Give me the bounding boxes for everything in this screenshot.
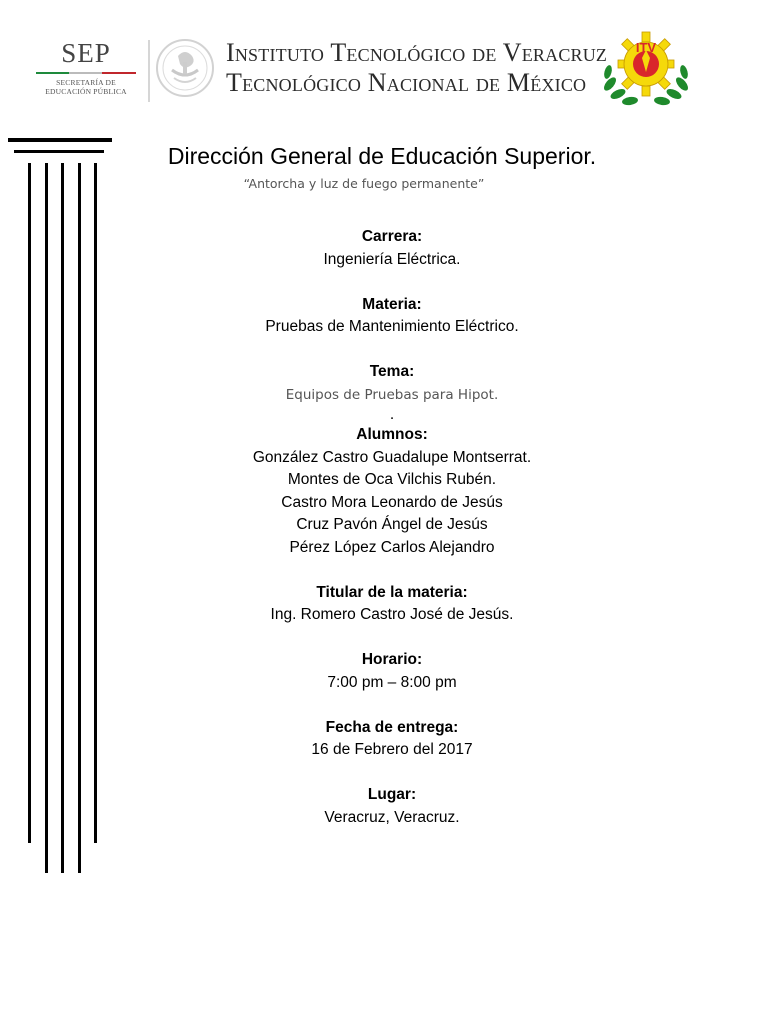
page-header [0,0,768,120]
alumnos-label: Alumnos: [356,426,428,443]
institute-name-line-2: Tecnológico Nacional de México [226,68,587,97]
student-name: Pérez López Carlos Alejandro [289,538,495,556]
materia-value: Pruebas de Mantenimiento Eléctrico. [265,318,519,335]
document-title: Dirección General de Educación Superior. [167,143,597,169]
titular-label: Titular de la materia: [316,583,468,601]
tema-separator: . [389,406,395,423]
materia-label: Materia: [362,295,422,313]
sep-logo-subline-2: EDUCACIÓN PÚBLICA [45,87,127,96]
lugar-label: Lugar: [367,786,417,803]
tema-label: Tema: [369,363,415,380]
tema-value: Equipos de Pruebas para Hipot. [285,386,499,403]
institute-name [226,38,608,98]
sep-logo-name: SEP [61,38,111,68]
lugar-value: Veracruz, Veracruz. [324,808,460,826]
document-motto: “Antorcha y luz de fuego permanente” [243,176,485,191]
titular-value: Ing. Romero Castro José de Jesús. [270,606,514,623]
student-name: Castro Mora Leonardo de Jesús [281,493,503,511]
horario-value: 7:00 pm – 8:00 pm [327,673,457,691]
institute-name-line-1: Instituto Tecnológico de Veracruz [226,38,608,67]
carrera-label: Carrera: [361,228,423,245]
student-name: Montes de Oca Vilchis Rubén. [287,471,497,488]
national-seal-icon [154,26,216,106]
itv-logo [598,26,694,110]
logo-divider [148,40,150,102]
carrera-value: Ingeniería Eléctrica. [323,250,461,268]
horario-label: Horario: [361,651,423,668]
decorative-column-icon [0,130,120,880]
fecha-value: 16 de Febrero del 2017 [311,741,473,758]
sep-logo [34,38,138,108]
student-name: Cruz Pavón Ángel de Jesús [296,516,488,533]
student-name: González Castro Guadalupe Montserrat. [252,448,532,466]
fecha-label: Fecha de entrega: [325,718,459,736]
cover-info [180,226,604,829]
sep-logo-subline-1: SECRETARÍA DE [56,78,116,87]
itv-logo-text: ITV [635,40,657,55]
cover-content [167,141,604,829]
sep-logo-rule [36,72,136,74]
